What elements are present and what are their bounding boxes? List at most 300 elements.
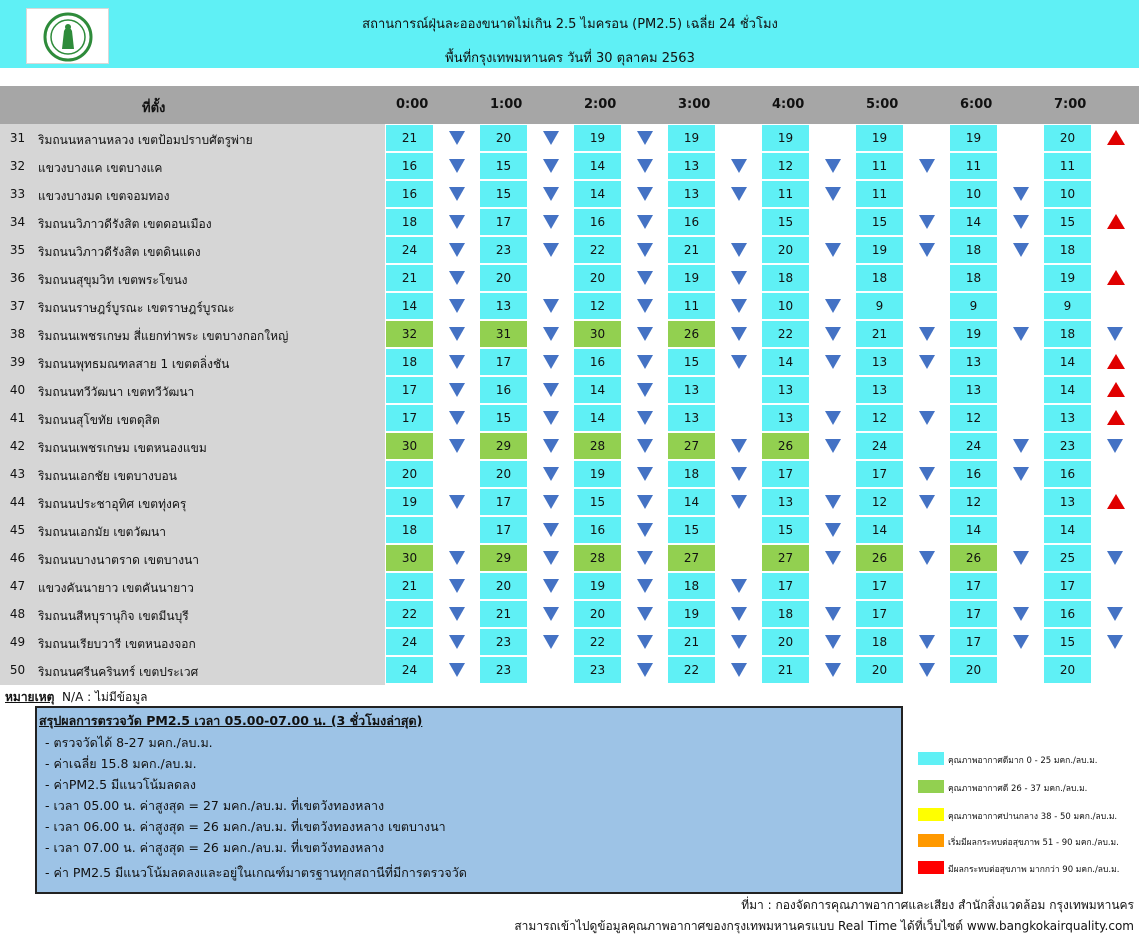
trend-down-icon <box>731 607 747 621</box>
pm25-value-cell: 13 <box>762 405 809 431</box>
table-header <box>0 86 1139 124</box>
pm25-value-cell: 26 <box>950 545 997 571</box>
hour-header: 2:00 <box>584 97 617 112</box>
pm25-value-cell: 11 <box>668 293 715 319</box>
row-number: 48 <box>9 607 26 621</box>
summary-title: สรุปผลการตรวจวัด PM2.5 เวลา 05.00-07.00 น. (3 ชั่วโมงล่าสุด) <box>39 713 423 728</box>
trend-down-icon <box>449 271 465 285</box>
trend-down-icon <box>825 635 841 649</box>
trend-down-icon <box>637 271 653 285</box>
pm25-value-cell: 20 <box>480 125 527 151</box>
trend-down-icon <box>919 551 935 565</box>
trend-down-icon <box>449 607 465 621</box>
pm25-value-cell: 15 <box>856 209 903 235</box>
pm25-value-cell: 15 <box>480 153 527 179</box>
pm25-value-cell: 21 <box>856 321 903 347</box>
pm25-value-cell: 20 <box>856 657 903 683</box>
pm25-value-cell: 13 <box>856 349 903 375</box>
pm25-value-cell: 17 <box>480 489 527 515</box>
trend-down-icon <box>637 635 653 649</box>
pm25-value-cell: 11 <box>762 181 809 207</box>
pm25-value-cell: 21 <box>386 573 433 599</box>
pm25-value-cell: 9 <box>856 293 903 319</box>
pm25-value-cell: 15 <box>668 349 715 375</box>
pm25-value-cell: 20 <box>574 601 621 627</box>
pm25-value-cell: 16 <box>480 377 527 403</box>
trend-up-icon <box>1107 382 1125 397</box>
row-number: 33 <box>9 187 26 201</box>
trend-down-icon <box>637 607 653 621</box>
row-number: 32 <box>9 159 26 173</box>
row-location: ริมถนนเพชรเกษม สี่แยกท่าพระ เขตบางกอกใหญ่ <box>38 329 289 343</box>
trend-down-icon <box>637 215 653 229</box>
summary-item: - ค่า PM2.5 มีแนวโน้มลดลงและอยู่ในเกณฑ์มาตรฐานทุกสถานีที่มีการตรวจวัด <box>45 865 467 880</box>
table-row <box>0 656 1139 684</box>
pm25-value-cell: 19 <box>574 125 621 151</box>
pm25-value-cell: 23 <box>1044 433 1091 459</box>
pm25-value-cell: 13 <box>480 293 527 319</box>
row-number: 47 <box>9 579 26 593</box>
pm25-value-cell: 23 <box>480 657 527 683</box>
legend-swatch <box>918 780 944 793</box>
pm25-value-cell: 13 <box>668 153 715 179</box>
pm25-value-cell: 15 <box>762 517 809 543</box>
trend-down-icon <box>731 635 747 649</box>
pm25-value-cell: 14 <box>1044 517 1091 543</box>
pm25-value-cell: 28 <box>574 433 621 459</box>
trend-down-icon <box>449 327 465 341</box>
legend-label: คุณภาพอากาศปานกลาง 38 - 50 มคก./ลบ.ม. <box>948 812 1118 822</box>
hour-header: 0:00 <box>396 97 429 112</box>
pm25-value-cell: 12 <box>574 293 621 319</box>
table-row <box>0 628 1139 656</box>
note-label: หมายเหตุ <box>5 690 55 704</box>
report-header <box>0 0 1139 68</box>
pm25-value-cell: 22 <box>574 237 621 263</box>
pm25-value-cell: 20 <box>480 265 527 291</box>
pm25-value-cell: 26 <box>668 321 715 347</box>
pm25-value-cell: 17 <box>950 573 997 599</box>
pm25-value-cell: 14 <box>574 377 621 403</box>
trend-down-icon <box>919 411 935 425</box>
pm25-value-cell: 12 <box>950 405 997 431</box>
trend-down-icon <box>637 383 653 397</box>
trend-down-icon <box>919 327 935 341</box>
pm25-value-cell: 12 <box>856 405 903 431</box>
pm25-value-cell: 20 <box>950 657 997 683</box>
bma-logo <box>26 8 109 64</box>
pm25-value-cell: 27 <box>668 433 715 459</box>
trend-down-icon <box>731 187 747 201</box>
pm25-value-cell: 13 <box>950 349 997 375</box>
trend-down-icon <box>449 159 465 173</box>
trend-down-icon <box>1107 635 1123 649</box>
pm25-value-cell: 20 <box>1044 125 1091 151</box>
row-number: 38 <box>9 327 26 341</box>
pm25-value-cell: 13 <box>1044 489 1091 515</box>
trend-down-icon <box>543 523 559 537</box>
pm25-value-cell: 29 <box>480 433 527 459</box>
pm25-value-cell: 13 <box>668 181 715 207</box>
trend-down-icon <box>919 159 935 173</box>
pm25-value-cell: 19 <box>950 125 997 151</box>
pm25-value-cell: 21 <box>386 125 433 151</box>
table-row <box>0 264 1139 292</box>
pm25-value-cell: 18 <box>1044 321 1091 347</box>
trend-down-icon <box>637 131 653 145</box>
row-location: ริมถนนเอกมัย เขตวัฒนา <box>38 525 166 539</box>
trend-down-icon <box>449 579 465 593</box>
summary-item: - เวลา 06.00 น. ค่าสูงสุด = 26 มคก./ลบ.ม. ที่เขตวังทองหลาง เขตบางนา <box>45 819 446 834</box>
pm25-value-cell: 15 <box>480 405 527 431</box>
pm25-value-cell: 18 <box>950 237 997 263</box>
table-row <box>0 600 1139 628</box>
trend-down-icon <box>449 635 465 649</box>
pm25-value-cell: 15 <box>574 489 621 515</box>
pm25-value-cell: 14 <box>950 517 997 543</box>
row-location: ริมถนนบางนาตราด เขตบางนา <box>38 553 200 567</box>
table-row <box>0 292 1139 320</box>
pm25-value-cell: 16 <box>668 209 715 235</box>
hour-header: 5:00 <box>866 97 899 112</box>
trend-down-icon <box>1013 187 1029 201</box>
pm25-value-cell: 17 <box>386 405 433 431</box>
trend-down-icon <box>449 131 465 145</box>
trend-down-icon <box>543 215 559 229</box>
table-row <box>0 488 1139 516</box>
trend-down-icon <box>825 663 841 677</box>
pm25-value-cell: 19 <box>668 125 715 151</box>
trend-down-icon <box>543 383 559 397</box>
trend-down-icon <box>1107 439 1123 453</box>
pm25-value-cell: 23 <box>480 237 527 263</box>
trend-down-icon <box>919 215 935 229</box>
legend-swatch <box>918 752 944 765</box>
pm25-value-cell: 18 <box>762 601 809 627</box>
table-row <box>0 404 1139 432</box>
pm25-value-cell: 20 <box>762 629 809 655</box>
legend-label: คุณภาพอากาศดี 26 - 37 มคก./ลบ.ม. <box>948 784 1088 794</box>
trend-down-icon <box>731 243 747 257</box>
pm25-value-cell: 10 <box>950 181 997 207</box>
trend-down-icon <box>637 187 653 201</box>
row-number: 34 <box>9 215 26 229</box>
pm25-value-cell: 25 <box>1044 545 1091 571</box>
pm25-value-cell: 19 <box>856 237 903 263</box>
trend-down-icon <box>637 411 653 425</box>
table-row <box>0 124 1139 152</box>
pm25-value-cell: 14 <box>762 349 809 375</box>
trend-up-icon <box>1107 410 1125 425</box>
note-text: N/A : ไม่มีข้อมูล <box>62 690 148 704</box>
table-row <box>0 320 1139 348</box>
trend-down-icon <box>1013 635 1029 649</box>
row-number: 40 <box>9 383 26 397</box>
trend-down-icon <box>825 355 841 369</box>
pm25-value-cell: 23 <box>480 629 527 655</box>
row-location: ริมถนนสีหบุรานุกิจ เขตมีนบุรี <box>38 609 189 623</box>
trend-down-icon <box>637 327 653 341</box>
trend-down-icon <box>543 159 559 173</box>
pm25-value-cell: 14 <box>386 293 433 319</box>
trend-down-icon <box>1013 243 1029 257</box>
pm25-value-cell: 16 <box>574 517 621 543</box>
row-location: ริมถนนสุขุมวิท เขตพระโขนง <box>38 273 188 287</box>
pm25-value-cell: 24 <box>386 629 433 655</box>
trend-down-icon <box>449 411 465 425</box>
row-location: แขวงบางแค เขตบางแค <box>38 161 163 175</box>
pm25-value-cell: 16 <box>574 349 621 375</box>
pm25-value-cell: 13 <box>762 377 809 403</box>
trend-down-icon <box>825 159 841 173</box>
trend-down-icon <box>449 299 465 313</box>
trend-up-icon <box>1107 214 1125 229</box>
trend-down-icon <box>543 579 559 593</box>
trend-down-icon <box>543 607 559 621</box>
pm25-value-cell: 17 <box>480 209 527 235</box>
trend-down-icon <box>825 495 841 509</box>
trend-down-icon <box>1013 215 1029 229</box>
table-row <box>0 152 1139 180</box>
trend-down-icon <box>637 243 653 257</box>
trend-up-icon <box>1107 494 1125 509</box>
trend-down-icon <box>543 467 559 481</box>
trend-down-icon <box>1107 551 1123 565</box>
pm25-value-cell: 21 <box>480 601 527 627</box>
pm25-value-cell: 10 <box>1044 181 1091 207</box>
trend-down-icon <box>543 551 559 565</box>
source-credit: ที่มา : กองจัดการคุณภาพอากาศและเสียง สำนักสิ่งแวดล้อม กรุงเทพมหานคร <box>741 898 1134 912</box>
pm25-value-cell: 17 <box>762 461 809 487</box>
table-row <box>0 348 1139 376</box>
legend-label: มีผลกระทบต่อสุขภาพ มากกว่า 90 มคก./ลบ.ม. <box>948 865 1120 875</box>
pm25-value-cell: 17 <box>950 601 997 627</box>
trend-down-icon <box>825 411 841 425</box>
pm25-value-cell: 16 <box>386 181 433 207</box>
trend-down-icon <box>637 439 653 453</box>
trend-down-icon <box>637 467 653 481</box>
pm25-value-cell: 22 <box>574 629 621 655</box>
trend-up-icon <box>1107 130 1125 145</box>
hour-header: 3:00 <box>678 97 711 112</box>
trend-down-icon <box>1013 327 1029 341</box>
trend-down-icon <box>919 495 935 509</box>
trend-down-icon <box>731 495 747 509</box>
trend-down-icon <box>449 187 465 201</box>
row-number: 37 <box>9 299 26 313</box>
trend-down-icon <box>449 663 465 677</box>
pm25-value-cell: 20 <box>480 573 527 599</box>
row-location: ริมถนนราษฎร์บูรณะ เขตราษฎร์บูรณะ <box>38 301 235 315</box>
table-row <box>0 180 1139 208</box>
pm25-value-cell: 19 <box>668 265 715 291</box>
pm25-value-cell: 16 <box>386 153 433 179</box>
pm25-value-cell: 24 <box>856 433 903 459</box>
pm25-value-cell: 14 <box>574 181 621 207</box>
source-website: สามารถเข้าไปดูข้อมูลคุณภาพอากาศของกรุงเทพมหานครแบบ Real Time ได้ที่เว็บไซต์ www.bangkokairquality.com <box>514 919 1134 933</box>
pm25-value-cell: 19 <box>386 489 433 515</box>
pm25-value-cell: 17 <box>386 377 433 403</box>
pm25-value-cell: 15 <box>1044 629 1091 655</box>
pm25-value-cell: 15 <box>762 209 809 235</box>
trend-down-icon <box>1013 551 1029 565</box>
pm25-value-cell: 13 <box>1044 405 1091 431</box>
row-location: ริมถนนวิภาวดีรังสิต เขตดอนเมือง <box>38 217 212 231</box>
table-row <box>0 460 1139 488</box>
pm25-value-cell: 20 <box>574 265 621 291</box>
pm25-value-cell: 21 <box>762 657 809 683</box>
pm25-value-cell: 14 <box>950 209 997 235</box>
table-row <box>0 572 1139 600</box>
trend-down-icon <box>731 327 747 341</box>
pm25-value-cell: 32 <box>386 321 433 347</box>
trend-down-icon <box>825 439 841 453</box>
pm25-value-cell: 21 <box>668 629 715 655</box>
trend-down-icon <box>637 355 653 369</box>
row-location: ริมถนนหลานหลวง เขตป้อมปราบศัตรูพ่าย <box>38 133 253 147</box>
pm25-value-cell: 14 <box>668 489 715 515</box>
trend-down-icon <box>543 243 559 257</box>
trend-down-icon <box>543 411 559 425</box>
row-number: 31 <box>9 131 26 145</box>
trend-down-icon <box>919 467 935 481</box>
trend-down-icon <box>637 299 653 313</box>
legend-swatch <box>918 808 944 821</box>
summary-item: - ค่าเฉลี่ย 15.8 มคก./ลบ.ม. <box>45 756 197 771</box>
table-row <box>0 516 1139 544</box>
pm25-value-cell: 20 <box>1044 657 1091 683</box>
pm25-value-cell: 24 <box>386 237 433 263</box>
pm25-value-cell: 20 <box>386 461 433 487</box>
trend-down-icon <box>731 355 747 369</box>
pm25-value-cell: 10 <box>762 293 809 319</box>
row-number: 42 <box>9 439 26 453</box>
row-number: 46 <box>9 551 26 565</box>
row-location: แขวงคันนายาว เขตคันนายาว <box>38 581 194 595</box>
pm25-value-cell: 28 <box>574 545 621 571</box>
trend-down-icon <box>825 327 841 341</box>
trend-down-icon <box>731 467 747 481</box>
pm25-value-cell: 18 <box>856 265 903 291</box>
row-number: 49 <box>9 635 26 649</box>
trend-down-icon <box>543 131 559 145</box>
pm25-value-cell: 13 <box>668 377 715 403</box>
pm25-value-cell: 16 <box>950 461 997 487</box>
pm25-value-cell: 22 <box>386 601 433 627</box>
location-header: ที่ตั้ง <box>142 101 166 116</box>
pm25-value-cell: 29 <box>480 545 527 571</box>
pm25-value-cell: 18 <box>386 209 433 235</box>
note <box>5 688 147 707</box>
trend-down-icon <box>825 551 841 565</box>
pm25-value-cell: 30 <box>386 433 433 459</box>
trend-down-icon <box>543 327 559 341</box>
pm25-value-cell: 19 <box>1044 265 1091 291</box>
pm25-value-cell: 18 <box>668 573 715 599</box>
pm25-value-cell: 19 <box>574 461 621 487</box>
pm25-value-cell: 13 <box>950 377 997 403</box>
row-number: 36 <box>9 271 26 285</box>
pm25-value-cell: 16 <box>1044 601 1091 627</box>
pm25-value-cell: 17 <box>856 573 903 599</box>
pm25-value-cell: 14 <box>574 153 621 179</box>
trend-down-icon <box>543 495 559 509</box>
pm25-value-cell: 17 <box>856 601 903 627</box>
row-location: ริมถนนพุทธมณฑลสาย 1 เขตตลิ่งชัน <box>38 357 230 371</box>
pm25-value-cell: 22 <box>668 657 715 683</box>
trend-down-icon <box>919 243 935 257</box>
pm25-value-cell: 27 <box>762 545 809 571</box>
trend-down-icon <box>825 607 841 621</box>
trend-down-icon <box>1013 607 1029 621</box>
pm25-value-cell: 18 <box>762 265 809 291</box>
pm25-value-cell: 19 <box>856 125 903 151</box>
trend-down-icon <box>1107 607 1123 621</box>
summary-item: - ตรวจวัดได้ 8-27 มคก./ลบ.ม. <box>45 735 213 750</box>
pm25-value-cell: 13 <box>668 405 715 431</box>
table-row <box>0 208 1139 236</box>
trend-up-icon <box>1107 354 1125 369</box>
pm25-value-cell: 23 <box>574 657 621 683</box>
pm25-value-cell: 15 <box>1044 209 1091 235</box>
pm25-value-cell: 20 <box>762 237 809 263</box>
row-location: ริมถนนวิภาวดีรังสิต เขตดินแดง <box>38 245 201 259</box>
pm25-value-cell: 18 <box>386 349 433 375</box>
pm25-value-cell: 14 <box>574 405 621 431</box>
row-number: 45 <box>9 523 26 537</box>
legend-swatch <box>918 834 944 847</box>
trend-down-icon <box>449 495 465 509</box>
pm25-value-cell: 27 <box>668 545 715 571</box>
pm25-value-cell: 30 <box>386 545 433 571</box>
trend-up-icon <box>1107 270 1125 285</box>
pm25-value-cell: 26 <box>856 545 903 571</box>
pm25-value-cell: 9 <box>1044 293 1091 319</box>
trend-down-icon <box>449 551 465 565</box>
pm25-value-cell: 16 <box>574 209 621 235</box>
trend-down-icon <box>731 663 747 677</box>
pm25-value-cell: 17 <box>762 573 809 599</box>
trend-down-icon <box>1107 327 1123 341</box>
pm25-value-cell: 12 <box>856 489 903 515</box>
trend-down-icon <box>637 495 653 509</box>
pm25-value-cell: 17 <box>480 517 527 543</box>
summary-item: - เวลา 05.00 น. ค่าสูงสุด = 27 มคก./ลบ.ม. ที่เขตวังทองหลาง <box>45 798 385 813</box>
row-location: ริมถนนศรีนครินทร์ เขตประเวศ <box>38 665 199 679</box>
pm25-value-cell: 15 <box>480 181 527 207</box>
pm25-value-cell: 19 <box>950 321 997 347</box>
trend-down-icon <box>449 243 465 257</box>
page-title: สถานการณ์ฝุ่นละอองขนาดไม่เกิน 2.5 ไมครอน (PM2.5) เฉลี่ย 24 ชั่วโมง <box>362 17 778 32</box>
trend-down-icon <box>825 523 841 537</box>
trend-down-icon <box>449 355 465 369</box>
trend-down-icon <box>825 243 841 257</box>
row-number: 41 <box>9 411 26 425</box>
pm25-value-cell: 30 <box>574 321 621 347</box>
legend-swatch <box>918 861 944 874</box>
pm25-value-cell: 11 <box>856 153 903 179</box>
row-location: ริมถนนสุโขทัย เขตดุสิต <box>38 413 160 427</box>
pm25-value-cell: 14 <box>856 517 903 543</box>
trend-down-icon <box>543 635 559 649</box>
table-row <box>0 544 1139 572</box>
hour-header: 4:00 <box>772 97 805 112</box>
trend-down-icon <box>543 187 559 201</box>
trend-down-icon <box>637 523 653 537</box>
trend-down-icon <box>731 299 747 313</box>
pm25-value-cell: 19 <box>668 601 715 627</box>
row-location: แขวงบางมด เขตจอมทอง <box>38 189 170 203</box>
